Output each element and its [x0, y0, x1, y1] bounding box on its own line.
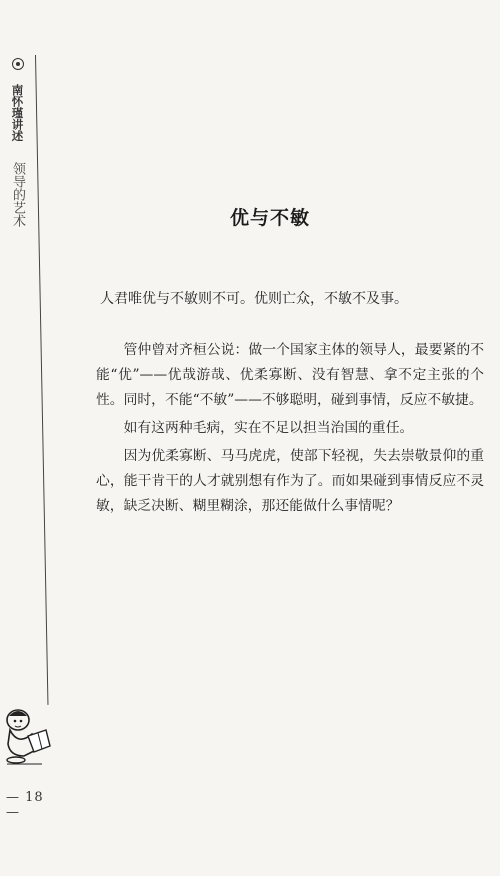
- paragraph: 管仲曾对齐桓公说：做一个国家主体的领导人，最要紧的不能“优”——优哉游哉、优柔寡断、没有智慧、拿不定主张的个性。同时，不能“不敏”——不够聪明，碰到事情，反应不敏捷。: [96, 342, 484, 408]
- chapter-title: 优与不敏: [229, 207, 310, 229]
- body-text: [96, 338, 484, 522]
- sidebar: [0, 0, 52, 876]
- book-author: 南怀瑾讲述: [10, 84, 25, 142]
- paragraph: 如有这两种毛病，实在不足以担当治国的重任。: [123, 420, 414, 436]
- paragraph: 因为优柔寡断、马马虎虎，使部下轻视，失去崇敬景仰的重心，能干肯干的人才就别想有作为了。而如果碰到事情反应不灵敏，缺乏决断、糊里糊涂，那还能做什么事情呢？: [96, 448, 484, 514]
- book-title: 领导的艺术: [10, 162, 25, 227]
- circle-bullet-icon: [12, 58, 24, 70]
- page-number: — 18 —: [6, 790, 44, 820]
- reading-child-illustration: [2, 700, 54, 770]
- classical-quote: 人君唯优与不敏则不可。优则亡众，不敏不及事。: [100, 291, 408, 307]
- sidebar-divider-line: [35, 55, 49, 705]
